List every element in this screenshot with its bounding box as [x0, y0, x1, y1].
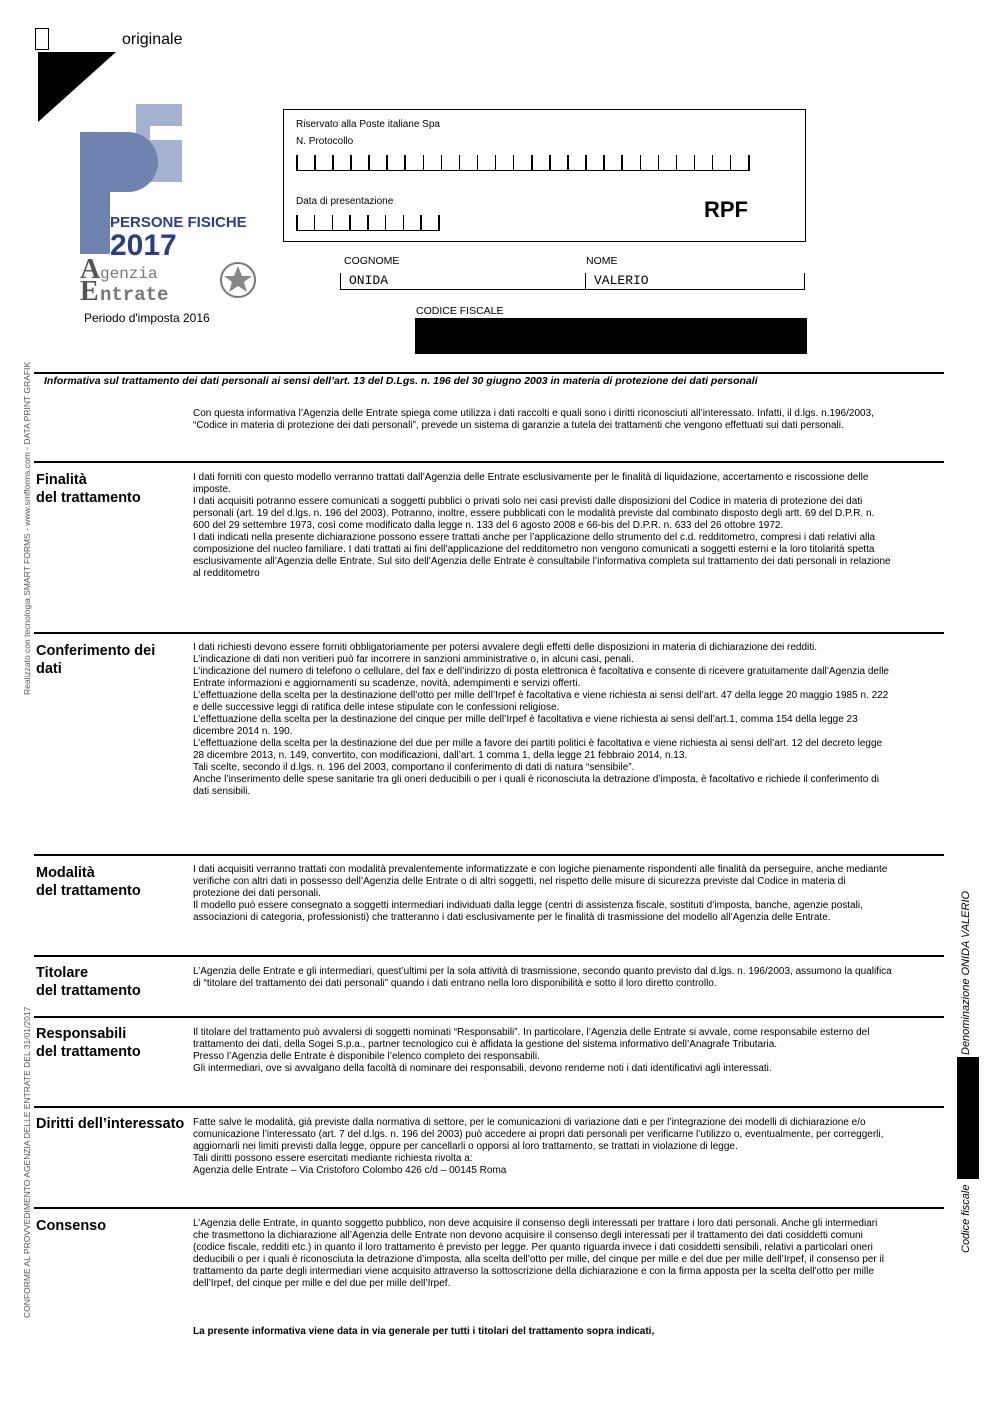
field-tick: [420, 215, 422, 230]
field-tick: [567, 155, 569, 170]
paragraph: Tali diritti possono essere esercitati mediante richiesta rivolta a:: [193, 1153, 473, 1164]
paragraph: I dati indicati nella presente dichiarazione possono essere trattati anche per l’applicazione dello strumento del c.d. redditometro, compresi i dati relativi alla composizione del nucleo familiare. I dati trattati ai fini dell’applicazione del redditometro non vengono comunicati a soggetti esterni e la loro titolarità spetta esclusivamente all’Agenzia delle Entrate. Sul sito dell’Agenzia delle Entrate è consultabile l’informativa completa sul trattamento dei dati personali in relazione al redditometro: [193, 532, 891, 579]
field-tick: [658, 155, 660, 170]
field-tick: [712, 155, 714, 170]
paragraph: L’effettuazione della scelta per la destinazione del due per mille a favore dei partiti politici è facoltativa e viene richiesta ai sensi dell’art. 12 del decreto legge 28 dicembre 2013, n. 149, convertito, con modificazioni, dall’art. 1 comma 1, della legge 21 febbraio 2014, n.13.: [193, 738, 883, 761]
field-tick: [403, 215, 405, 230]
logo-year-text: 2017: [110, 229, 177, 262]
field-tick: [332, 155, 334, 170]
codice-fiscale-label: CODICE FISCALE: [416, 305, 504, 317]
paragraph: Fatte salve le modalità, già previste dalla normativa di settore, per le comunicazioni di variazione dati e per l’integrazione dei modelli di dichiarazione e/o comunicazione l’interessato (art. 7 del d.lgs. n. 196 del 2003) può accedere ai propri dati personali per verificarne l’utilizzo o, eventualmente, per correggerli, aggiornarli nei limiti previsti dalla legge, oppure per cancellarli o opporsi al loro trattamento, se trattati in violazione di legge.: [193, 1117, 884, 1152]
section-divider: [34, 955, 944, 957]
paragraph: Agenzia delle Entrate – Via Cristoforo Colombo 426 c/d – 00145 Roma: [193, 1165, 507, 1176]
section-title-line: Titolare: [36, 965, 89, 981]
originale-label: originale: [122, 31, 183, 48]
section-title-line: Conferimento dei: [36, 643, 156, 659]
field-tick: [296, 155, 298, 170]
field-tick: [640, 155, 642, 170]
data-presentazione-label: Data di presentazione: [296, 196, 394, 207]
nome-field[interactable]: VALERIO: [585, 273, 805, 290]
section-title-line: del trattamento: [36, 883, 141, 899]
section-body-conferimento: [193, 642, 893, 798]
agency-letter-e: E: [80, 276, 99, 307]
originale-checkbox[interactable]: [35, 28, 49, 50]
section-title-line: dati: [36, 661, 62, 677]
paragraph: Il titolare del trattamento può avvalersi di soggetti nominati “Responsabili”. In particolare, l’Agenzia delle Entrate si avvale, come responsabile esterno del trattamento dei dati, della Sogei S.p.a., partner tecnologico cui è affidata la gestione del sistema informativo dell’Anagrafe Tributaria.: [193, 1027, 870, 1050]
paragraph: L’Agenzia delle Entrate e gli intermediari, quest’ultimi per la sola attività di trasmissione, secondo quanto previsto dal d.lgs. n. 196/2003, assumono la qualifica di “titolare del trattamento dei dati personali” quando i dati entrano nella loro disponibilità e sotto il loro diretto controllo.: [193, 966, 892, 989]
left-margin-conformity: CONFORME AL PROVVEDIMENTO AGENZIA DELLE ENTRATE DEL 31/01/2017: [22, 1006, 32, 1318]
paragraph: I dati acquisiti verranno trattati con modalità prevalentemente informatizzate e con logiche pienamente rispondenti alle finalità da perseguire, anche mediante verifiche con altri dati in possesso dell’Agenzia delle Entrate o di altri soggetti, nel rispetto delle misure di sicurezza previste dal Codice in materia di protezione dei dati personali.: [193, 864, 888, 899]
field-tick: [730, 155, 732, 170]
final-note: La presente informativa viene data in via generale per tutti i titolari del trattamento sopra indicati,: [193, 1326, 655, 1337]
field-tick: [367, 215, 369, 230]
cognome-field[interactable]: ONIDA: [340, 273, 585, 290]
section-divider: [34, 461, 944, 463]
section-body-diritti: [193, 1117, 893, 1177]
paragraph: I dati acquisiti potranno essere comunicati a soggetti pubblici o privati solo nei casi previsti dalle disposizioni del Codice in materia di protezione dei dati personali (art. 19 del d.lgs. n. 196 del 2003). Potranno, inoltre, essere pubblicati con le modalità previste dal combinato disposto degli artt. 69 del D.P.R. n. 600 del 29 settembre 1973, così come modificato dalla legge n. 133 del 6 agosto 2008 e 66-bis del D.P.R. n. 633 del 26 ottobre 1972.: [193, 496, 875, 531]
divider: [34, 372, 944, 374]
field-tick: [386, 155, 388, 170]
left-margin-credit: Realizzato con tecnologia SMART FORMS - www.smfforms.com - DATA PRINT GRAFIK: [22, 362, 32, 695]
section-body-finalita: [193, 472, 893, 580]
paragraph: I dati richiesti devono essere forniti obbligatoriamente per potersi avvalere degli effetti delle disposizioni in materia di dichiarazione dei redditi.: [193, 642, 818, 653]
section-body-modalita: [193, 864, 893, 924]
section-title-line: del trattamento: [36, 490, 141, 506]
section-title-line: del trattamento: [36, 983, 141, 999]
section-title-finalita: [36, 471, 141, 507]
paragraph: Il modello può essere consegnato a soggetti intermediari individuati dalla legge (centri di assistenza fiscale, sostituti d’imposta, banche, agenzie postali, associazioni di categoria, professionisti) che tratteranno i dati esclusivamente per le finalità di trasmissione del modello all’Agenzia delle Entrate.: [193, 900, 863, 923]
section-title-line: Modalità: [36, 865, 95, 881]
field-tick: [549, 155, 551, 170]
paragraph: Anche l’inserimento delle spese sanitarie tra gli oneri deducibili o per i quali è riconosciuta la detrazione d’imposta, è facoltativo e richiede il conferimento di dati sensibili.: [193, 774, 879, 797]
section-divider: [34, 1207, 944, 1209]
section-divider: [34, 854, 944, 856]
field-tick: [349, 215, 351, 230]
paragraph: L’Agenzia delle Entrate, in quanto soggetto pubblico, non deve acquisire il consenso degli interessati per trattare i loro dati personali. Anche gli intermediari che trasmettono la dichiarazione all’Agenzia delle Entrate non devono acquisire il consenso degli interessati per il trattamento dei dati cosiddetti comuni (codice fiscale, redditi etc.) in quanto il loro trattamento è previsto per legge. Per quanto riguarda invece i dati cosiddetti sensibili, relativi a particolari oneri deducibili o per i quali è riconosciuta la detrazione d’imposta, alla scelta dell’otto per mille, del cinque per mille e del due per mille dell’Irpef, il consenso per il trattamento da parte degli intermediari viene acquisito attraverso la sottoscrizione della dichiarazione e con la firma apposta per la scelta dell’otto per mille dell’Irpef, del cinque per mille e del due per mille dell’Irpef.: [193, 1218, 884, 1289]
section-title-modalita: [36, 864, 141, 900]
section-title-titolare: [36, 964, 141, 1000]
section-body-responsabili: [193, 1027, 893, 1075]
paragraph: L’indicazione di dati non veritieri può far incorrere in sanzioni amministrative o, in alcuni casi, penali.: [193, 654, 634, 665]
protocollo-field[interactable]: [296, 154, 750, 171]
paragraph: I dati forniti con questo modello verranno trattati dall’Agenzia delle Entrate esclusivamente per le finalità di liquidazione, accertamento e riscossione delle imposte.: [193, 472, 869, 495]
paragraph: L’effettuazione della scelta per la destinazione del cinque per mille dell’Irpef è facoltativa e viene richiesta ai sensi dell’art.1, comma 154 della legge 23 dicembre 2014 n. 190.: [193, 714, 858, 737]
paragraph: Tali scelte, secondo il d.lgs. n. 196 del 2003, comportano il conferimento di dati di natura “sensibile”.: [193, 762, 635, 773]
section-divider: [34, 632, 944, 634]
field-tick: [368, 155, 370, 170]
codice-fiscale-redacted: [415, 318, 807, 354]
paragraph: Presso l’Agenzia delle Entrate è disponibile l’elenco completo dei responsabili.: [193, 1051, 540, 1062]
agency-line-1: genzia: [100, 265, 158, 283]
section-title-responsabili: [36, 1025, 141, 1061]
section-title-line: Consenso: [36, 1218, 107, 1234]
field-tick: [314, 215, 316, 230]
field-tick: [385, 215, 387, 230]
section-title-line: Finalità: [36, 472, 87, 488]
field-tick: [513, 155, 515, 170]
section-title-line: del trattamento: [36, 1044, 141, 1060]
field-tick: [438, 215, 440, 230]
right-margin-denominazione: Denominazione ONIDA VALERIO: [960, 890, 972, 1055]
section-divider: [34, 1016, 944, 1018]
section-title-line: Responsabili: [36, 1026, 127, 1042]
pf-logo: [78, 100, 258, 310]
protocollo-label: N. Protocollo: [296, 136, 354, 147]
section-title-conferimento: [36, 642, 155, 678]
field-tick: [748, 155, 750, 170]
field-tick: [459, 155, 461, 170]
field-tick: [585, 155, 587, 170]
field-tick: [314, 155, 316, 170]
paragraph: L’indicazione del numero di telefono o cellulare, del fax e dell’indirizzo di posta elettronica è facoltativa e consente di ricevere gratuitamente dall’Agenzia delle Entrate informazioni e aggiornamenti su scadenze, novità, adempimenti e servizi offerti.: [193, 666, 889, 689]
logo-brand-text: PERSONE FISICHE: [110, 214, 247, 231]
field-tick: [495, 155, 497, 170]
nome-label: NOME: [586, 255, 618, 267]
field-tick: [621, 155, 623, 170]
data-presentazione-field[interactable]: [296, 214, 440, 231]
field-tick: [676, 155, 678, 170]
section-body-titolare: [193, 966, 893, 990]
field-tick: [694, 155, 696, 170]
agency-line-2: ntrate: [100, 284, 169, 306]
field-tick: [441, 155, 443, 170]
right-margin-codice-fiscale: Codice fiscale: [960, 1184, 972, 1253]
field-tick: [350, 155, 352, 170]
info-title: Informativa sul trattamento dei dati personali ai sensi dell’art. 13 del D.Lgs. n. 196 del 30 giugno 2003 in materia di protezione dei dati personali: [44, 375, 758, 387]
section-body-consenso: [193, 1218, 893, 1290]
field-tick: [603, 155, 605, 170]
info-intro: Con questa informativa l’Agenzia delle Entrate spiega come utilizza i dati raccolti e quali sono i diritti riconosciuti all’interessato. Infatti, il d.lgs. n.196/2003, “Codice in materia di protezione dei dati personali”, prevede un sistema di garanzie a tutela dei trattamenti che vengono effettuati sui dati personali.: [193, 408, 874, 431]
field-tick: [423, 155, 425, 170]
field-tick: [531, 155, 533, 170]
riservato-label: Riservato alla Poste italiane Spa: [296, 119, 440, 130]
periodo-imposta: Periodo d'imposta 2016: [84, 311, 210, 325]
section-title-diritti: [36, 1115, 184, 1133]
paragraph: L’effettuazione della scelta per la destinazione dell’otto per mille dell’Irpef è facoltativa e viene richiesta ai sensi dell’art. 47 della legge 20 maggio 1985 n. 222 e delle successive leggi di ratifica delle intese stipulate con le confessioni religiose.: [193, 690, 889, 713]
section-title-consenso: [36, 1217, 106, 1235]
field-tick: [296, 215, 298, 230]
field-tick: [404, 155, 406, 170]
paragraph: Gli intermediari, ove si avvalgano della facoltà di nominare dei responsabili, devono renderne noti i dati identificativi agli interessati.: [193, 1063, 772, 1074]
cognome-label: COGNOME: [344, 255, 400, 267]
model-code: RPF: [704, 197, 748, 222]
side-codice-fiscale-redacted: [957, 1057, 979, 1179]
agency-letter-a: A: [80, 254, 101, 285]
field-tick: [332, 215, 334, 230]
section-divider: [34, 1106, 944, 1108]
field-tick: [477, 155, 479, 170]
section-title-line: Diritti dell’interessato: [36, 1116, 185, 1132]
